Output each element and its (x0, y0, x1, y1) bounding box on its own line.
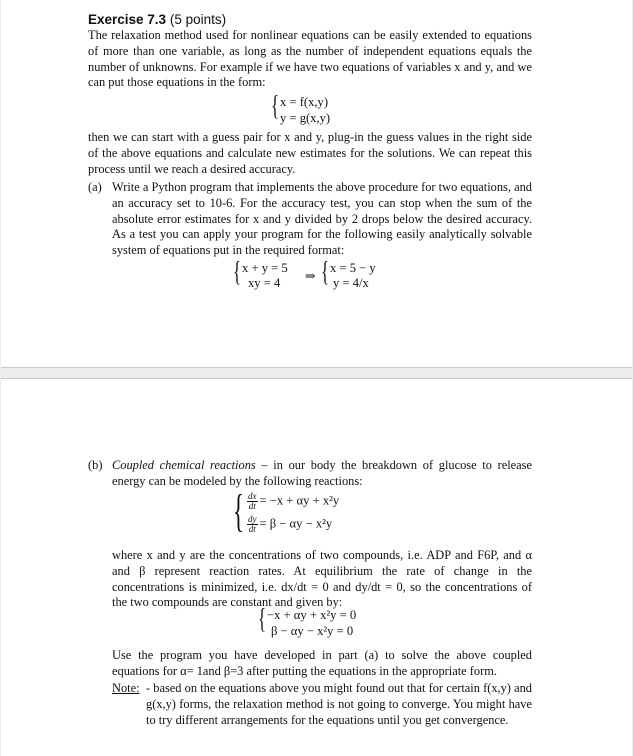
ode1-rhs: = −x + αy + x²y (259, 493, 340, 508)
note-label-text: Note: (112, 681, 140, 695)
part-a-left-eq2: xy = 4 (248, 276, 281, 290)
equilibrium-eq2: β − αy − x²y = 0 (271, 624, 354, 638)
part-b-text2: where x and y are the concentrations of two compounds, i.e. ADP and F6P, and α and β represent reaction rates. At equilibrium the rate of change in the concentrations is minimized, i.e. dx/dt = 0 and dy/dt = 0, so the concentrations of the two compounds are constant and given by: (112, 548, 532, 610)
part-b-label: (b) (88, 458, 103, 472)
ode2-rhs: = β − αy − x²y (259, 516, 333, 531)
exercise-title (88, 12, 226, 27)
exercise-after-system: then we can start with a guess pair for x and y, plug-in the guess values in the right side of the above equations and calculate new estimates for the solutions. We can repeat this process until we reach a desired accuracy. (88, 130, 532, 176)
part-a-text: Write a Python program that implements the above procedure for two equations, and an accuracy set to 10-6. For the accuracy test, you can stop when the sum of the absolute error estimates for x and y divided by 2 drops below the desired accuracy. As a test you can apply your program for the following easily analytically solvable system of equations put in the required format: (112, 180, 532, 258)
page-separator (0, 368, 633, 378)
exercise-heading: Exercise 7.3 (88, 12, 167, 27)
part-b-text1: – in our body the breakdown of glucose to release energy can be modeled by the following reactions: (112, 458, 532, 488)
exercise-points: (5 points) (169, 12, 227, 27)
ode1-numerator: dx (248, 491, 257, 501)
part-b-topic: Coupled chemical reactions (112, 458, 256, 472)
ode-brace: { (233, 485, 245, 536)
ode2-numerator: dy (248, 514, 257, 524)
equilibrium-eq1: −x + αy + x²y = 0 (267, 608, 357, 622)
note-label (112, 681, 140, 696)
part-a-label: (a) (88, 180, 102, 194)
part-a-left-eq1: x + y = 5 (242, 261, 288, 275)
part-a-right-brace: { (321, 257, 330, 288)
part-b-text3: Use the program you have developed in part (a) to solve the above coupled equations for α= 1and β=3 after putting the equations in the appropriate form. (112, 648, 532, 678)
system1-eq2: y = g(x,y) (280, 111, 331, 125)
system1-eq1: x = f(x,y) (280, 95, 329, 109)
system1-brace: { (271, 91, 280, 122)
note-text: - based on the equations above you might found out that for certain f(x,y) and g(x,y) forms, the relaxation method is not going to converge. You might have to try different arrangements for the equations until you get convergence. (146, 681, 532, 727)
ode2-denominator: dt (248, 524, 256, 534)
part-a-left-brace: { (233, 257, 242, 288)
equilibrium-brace: { (258, 604, 267, 635)
ode1-denominator: dt (248, 501, 256, 511)
part-b-intro (112, 458, 532, 490)
part-a-right-eq1: x = 5 − y (330, 261, 376, 275)
exercise-intro: The relaxation method used for nonlinear equations can be easily extended to equations of more than one variable, as long as the number of independent equations equals the number of unknowns. For example if we have two equations of variables x and y, and we can put those equations in the form: (88, 28, 532, 90)
implies-arrow: ⇒ (305, 269, 316, 283)
ode2 (247, 515, 332, 534)
ode1 (247, 492, 339, 511)
part-a-right-eq2: y = 4/x (333, 276, 369, 290)
ode2-fraction (247, 515, 258, 534)
ode1-fraction (247, 492, 258, 511)
